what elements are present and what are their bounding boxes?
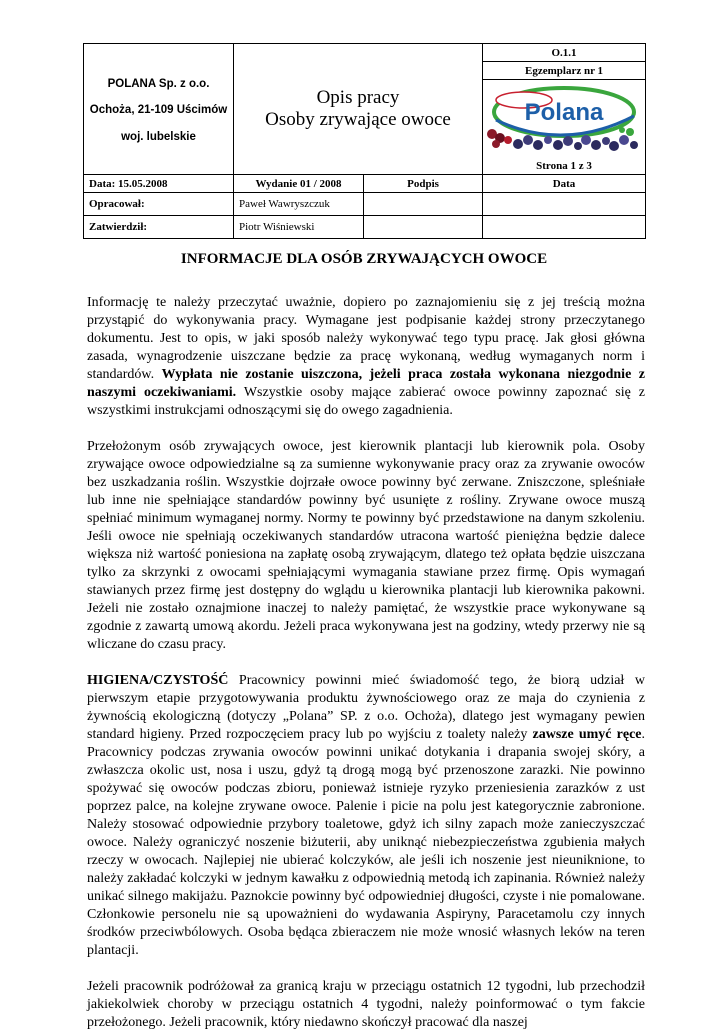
edition: Wydanie 01 / 2008 bbox=[234, 175, 364, 193]
approved-label: Zatwierdził: bbox=[84, 216, 234, 239]
date-column-header: Data bbox=[483, 175, 646, 193]
company-region: woj. lubelskie bbox=[121, 130, 196, 143]
hygiene-text: Pracownicy powinni mieć świadomość tego, że biorą udział w pierwszym etapie przygotowywania produktu żywnościowego oraz ze maja do czynienia z żywnością ekologiczną (dotyczy „Polana” SP. z o.o. Ochoża), dlatego jest wymagany pewien standard higieny. Przed rozpoczęciem pracy lub po wyjściu z toalety należy bbox=[87, 673, 645, 742]
paragraph-intro bbox=[87, 294, 645, 420]
copy-number: Egzemplarz nr 1 bbox=[483, 62, 646, 80]
paragraph-hygiene bbox=[87, 672, 645, 960]
page-number: Strona 1 z 3 bbox=[536, 160, 592, 172]
signature-column-header: Podpis bbox=[364, 175, 483, 193]
approved-by: Piotr Wiśniewski bbox=[234, 216, 364, 239]
paragraph-supervisors: Przełożonym osób zrywających owoce, jest kierownik plantacji lub kierownik pola. Osoby zrywające owoce odpowiedzialne są za sumienne wykonywanie pracy oraz za zrywanie owoców bez uszkadzania roślin. Wszystkie dojrzałe owoce powinny być zerwane. Zniszczone, spleśniałe lub inne nie spełniające standardów powinny być usunięte z rośliny. Zrywane owoce muszą spełniać minimum wymaganej normy. Normy te powinny być przedstawione na danym szkoleniu. Jeśli owoce nie spełniają oczekiwanych standardów utracona wartość pieniężna będzie dalece większa niż wartość poniesiona na zapłatę osobą zrywającym, dlatego też opłata będzie uiszczana tylko za skrzynki z owocami spełniającymi wymagania stawiane przez firmę. Opis wymagań stawianych przez firmę jest dostępny do wglądu u kierownika plantacji lub kierownika pakowni. Jeżeli nie zostało oznajmione inaczej to należy pamiętać, że wszystkie prace wykonywane są zgodnie z zawartą umową akordu. Jeżeli praca wykonywana jest na godziny, wtedy przerwy nie są wliczane do czasu pracy. bbox=[87, 439, 645, 652]
document-header-table bbox=[83, 43, 646, 239]
prepared-date bbox=[483, 193, 646, 216]
intro-text: Informację te należy przeczytać uważnie, dopiero po zaznajomieniu się z jej treścią można przystąpić do wykonywania pracy. Wymagane jest podpisanie każdej strony przeczytanego dokumentu. Jest to opis, w jaki sposób należy wykonywać tego typu pracę. Jak głosi główna zasada, wynagrodzenie uiszczane będzie za pracę wykonaną, według wymaganych norm i standardów. bbox=[87, 295, 645, 382]
hygiene-bold-wash-hands: zawsze umyć ręce bbox=[532, 727, 642, 742]
approved-date bbox=[483, 216, 646, 239]
paragraph-travel: Jeżeli pracownik podróżował za granicą kraju w przeciągu ostatnich 12 tygodni, lub przechodził jakiekolwiek choroby w przeciągu ostatnich 4 tygodni, należy poinformować o tym fakcie przełożonego. Jeżeli pracownik, który niedawno skończył pracować dla naszej bbox=[87, 979, 645, 1030]
title-line-2: Osoby zrywające owoce bbox=[265, 109, 451, 130]
company-address: Ochoża, 21-109 Uścimów bbox=[89, 104, 228, 117]
document-body bbox=[87, 294, 645, 1032]
prepared-signature bbox=[364, 193, 483, 216]
document-title bbox=[234, 44, 483, 175]
logo-text: Polana bbox=[524, 99, 604, 126]
approved-signature bbox=[364, 216, 483, 239]
hygiene-text-end: . Pracownicy podczas zrywania owoców powinni unikać dotykania i drapania swojej skóry, a zwłaszcza okolic ust, nosa i uszu, gdyż tą drogą mogą być przenoszone zarazki. Nie powinno spożywać się owoców podczas zbioru, ponieważ istnieje ryzyko przeniesienia zarazków z ust poprzez palce, na kolejne zrywane owoce. Palenie i picie na polu jest kategorycznie zabronione. Należy stosować odpowiednie przybory toaletowe, gdyż ich silny zapach może zanieczyszczać owoce. Należy ograniczyć noszenie biżuterii, aby uniknąć niebezpieczeństwa zgubienia małych rzeczy w owocach. Najlepiej nie ubierać kolczyków, ale jeśli ich noszenie jest nieuniknione, to należy zakładać kolczyki w jednym kawałku z odpowiednią metodą ich zapinania. Również należy unikać silnego makijażu. Paznokcie powinny być odpowiedniej długości, czyste i nie pomalowane. Członkowie personelu nie są upoważnieni do wydawania Aspiryny, Paracetamolu czy innych środków przeciwbólowych. Osoba będąca zbieraczem nie może wnosić własnych leków na teren plantacji. bbox=[87, 727, 645, 958]
company-name: POLANA Sp. z o.o. bbox=[107, 77, 210, 90]
title-line-1: Opis pracy bbox=[316, 87, 400, 108]
doc-code: O.1.1 bbox=[483, 44, 646, 62]
prepared-by: Paweł Wawryszczuk bbox=[234, 193, 364, 216]
prepared-label: Opracował: bbox=[84, 193, 234, 216]
issue-date: Data: 15.05.2008 bbox=[84, 175, 234, 193]
section-heading: INFORMACJE DLA OSÓB ZRYWAJĄCYCH OWOCE bbox=[180, 251, 548, 267]
polana-logo bbox=[484, 82, 644, 154]
hygiene-heading: HIGIENA/CZYSTOŚĆ bbox=[87, 673, 229, 688]
intro-bold-warning: Wypłata nie zostanie uiszczona, jeżeli praca została wykonana niezgodnie z naszymi oczekiwaniami. bbox=[87, 367, 645, 400]
intro-text-end: Wszystkie osoby mające zabierać owoce powinny zapoznać się z wszystkimi instrukcjami odnoszącymi się do owego zagadnienia. bbox=[87, 385, 645, 418]
logo-cell bbox=[483, 80, 646, 175]
company-info bbox=[84, 44, 234, 175]
